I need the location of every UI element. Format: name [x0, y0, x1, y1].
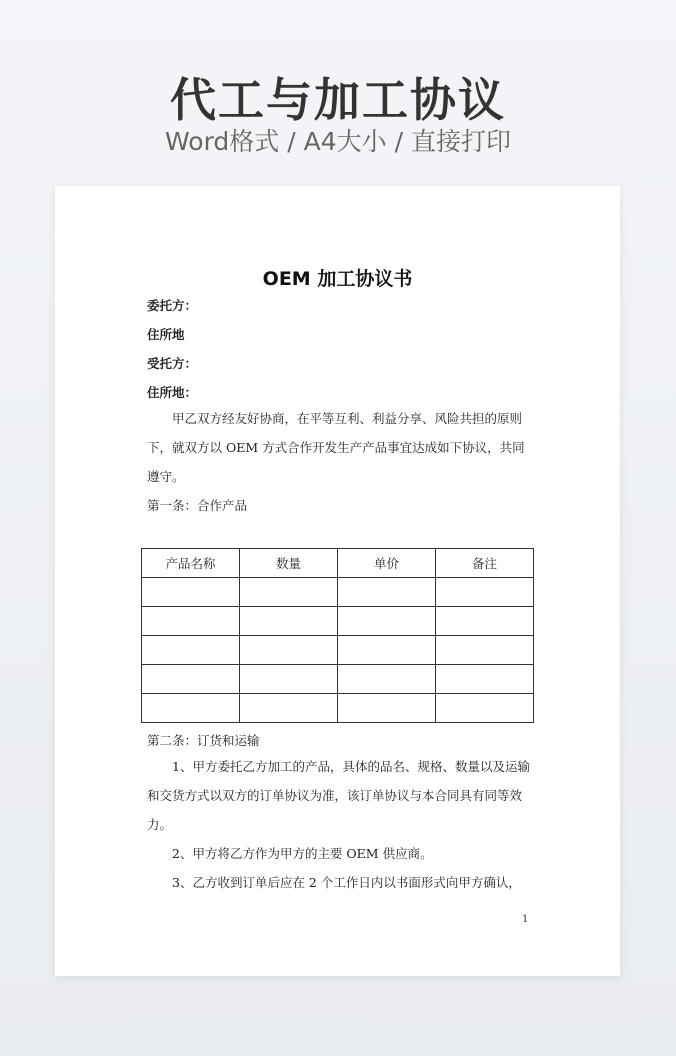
table-row: [142, 607, 534, 636]
table-cell: [436, 578, 534, 607]
banner-subtitle: Word格式 / A4大小 / 直接打印: [165, 127, 511, 156]
table-cell: [142, 578, 240, 607]
table-cell: [436, 607, 534, 636]
table-row: [142, 636, 534, 665]
product-table: [141, 548, 534, 723]
table-cell: [338, 578, 436, 607]
table-cell: [240, 636, 338, 665]
table-cell: [436, 694, 534, 723]
table-cell: [338, 694, 436, 723]
page-number: 1: [522, 914, 529, 925]
table-cell: [240, 694, 338, 723]
header-quantity: 数量: [240, 549, 338, 578]
table-cell: [436, 636, 534, 665]
field-contractor: 受托方：: [147, 356, 198, 371]
header-product-name: 产品名称: [142, 549, 240, 578]
field-client-address: 住所地: [147, 327, 185, 342]
clause-2: 2、甲方将乙方作为甲方的主要 OEM 供应商。: [172, 846, 433, 861]
header-unit-price: 单价: [338, 549, 436, 578]
table-cell: [338, 607, 436, 636]
table-row: [142, 665, 534, 694]
table-cell: [436, 665, 534, 694]
document-page: [55, 186, 620, 976]
table-cell: [142, 665, 240, 694]
table-cell: [240, 665, 338, 694]
table-header-row: [142, 549, 534, 578]
table-cell: [338, 665, 436, 694]
table-row: [142, 578, 534, 607]
table-cell: [142, 607, 240, 636]
banner-title: 代工与加工协议: [170, 73, 506, 127]
table-cell: [240, 607, 338, 636]
document-title: OEM 加工协议书: [262, 268, 413, 290]
table-cell: [142, 636, 240, 665]
table-cell: [240, 578, 338, 607]
field-contractor-address: 住所地：: [147, 385, 198, 400]
header-remarks: 备注: [436, 549, 534, 578]
intro-paragraph: 甲乙双方经友好协商，在平等互利、利益分享、风险共担的原则下，就双方以 OEM 方式合作开发生产产品事宜达成如下协议，共同遵守。: [147, 411, 525, 484]
clause-3: 3、乙方收到订单后应在 2 个工作日内以书面形式向甲方确认，: [172, 875, 521, 890]
table-row: [142, 694, 534, 723]
article-1-heading: 第一条：合作产品: [147, 498, 248, 513]
article-2-heading: 第二条：订货和运输: [147, 733, 260, 748]
table-cell: [142, 694, 240, 723]
clause-1: 1、甲方委托乙方加工的产品，具体的品名、规格、数量以及运输和交货方式以双方的订单协议为准，该订单协议与本合同具有同等效力。: [147, 759, 530, 832]
field-client: 委托方：: [147, 298, 198, 313]
table-cell: [338, 636, 436, 665]
